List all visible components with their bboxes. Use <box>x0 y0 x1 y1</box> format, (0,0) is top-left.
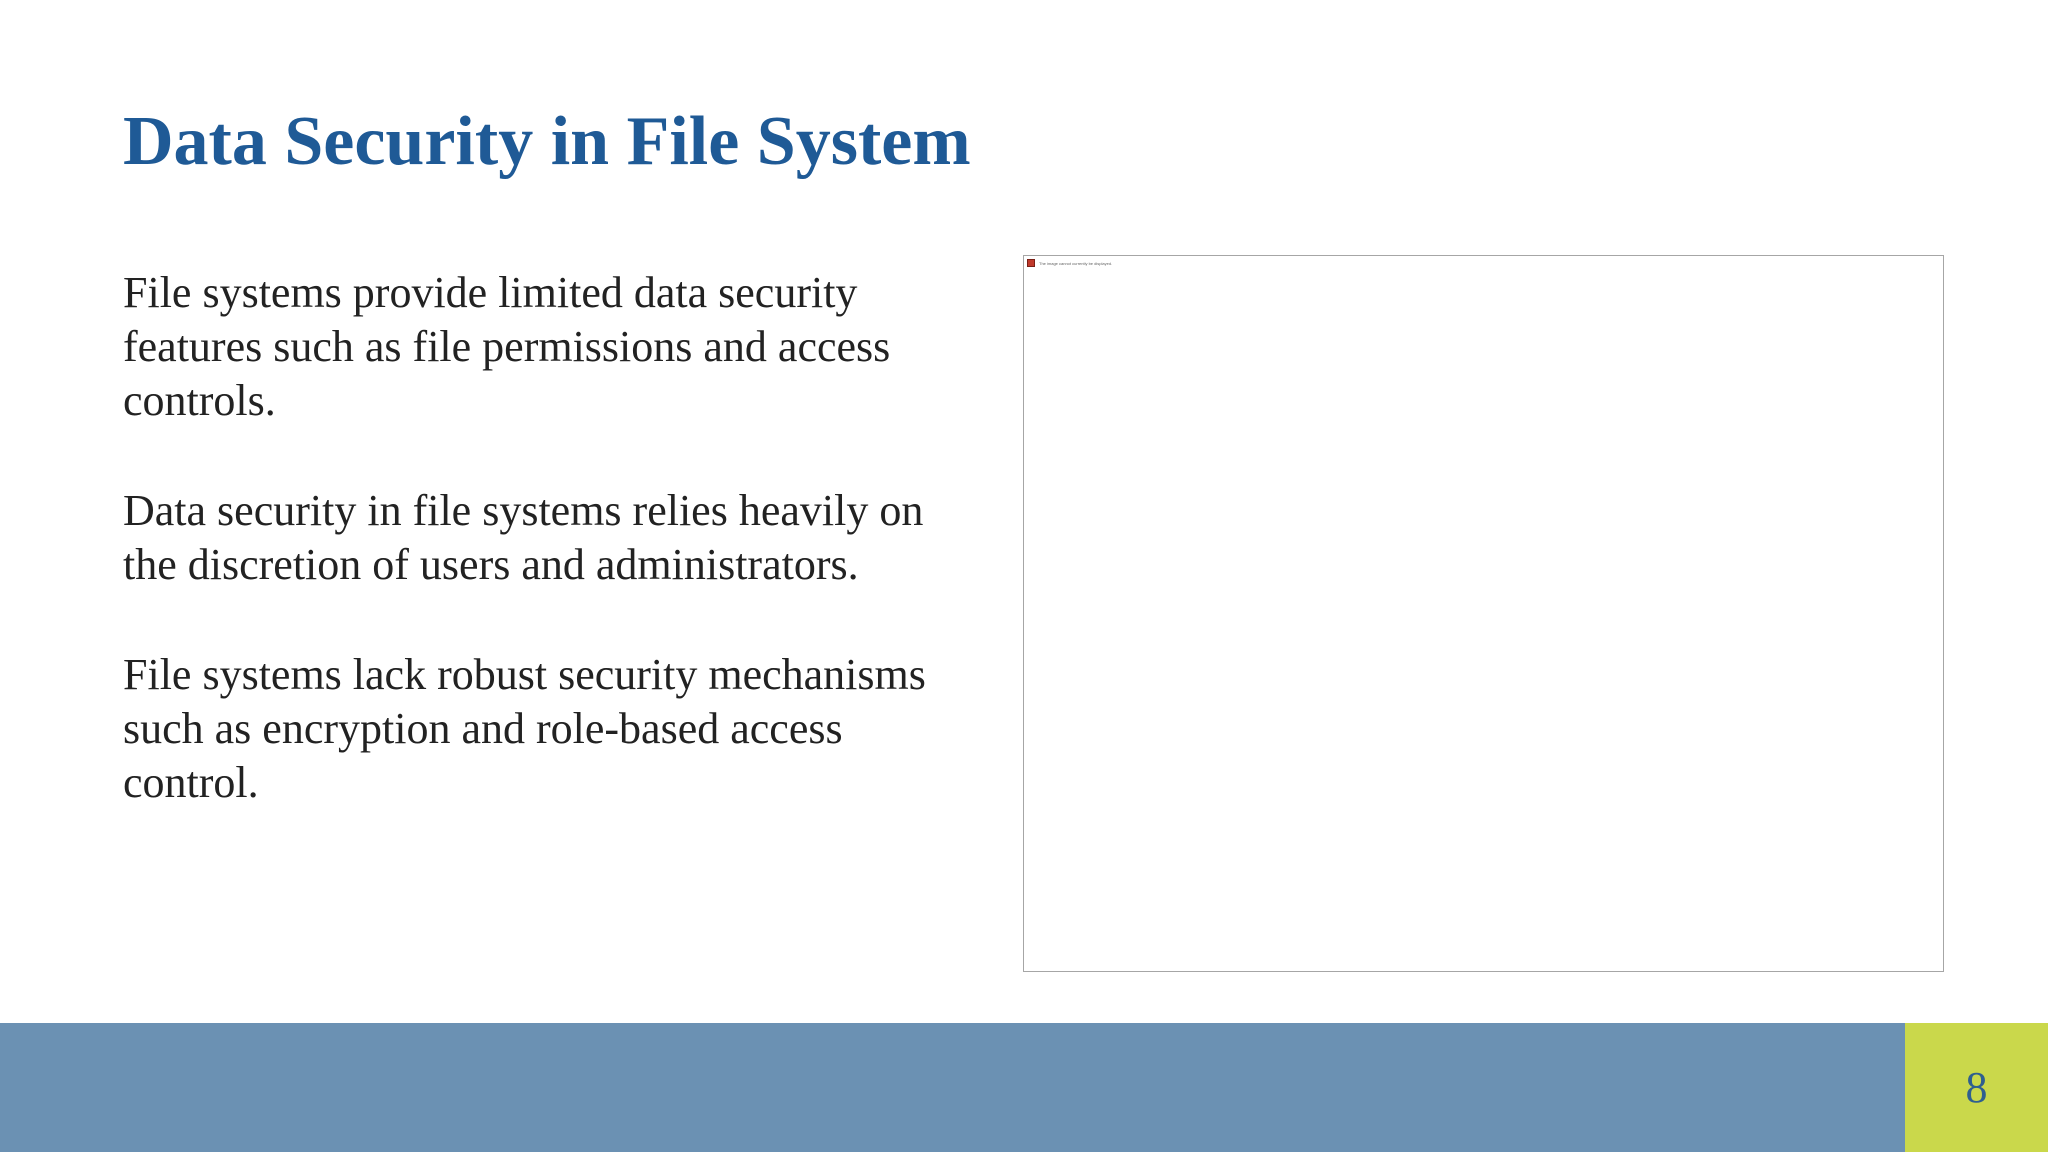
image-placeholder-frame <box>1023 255 1944 972</box>
page-number-box <box>1905 1023 2048 1152</box>
broken-image <box>1027 259 1112 267</box>
slide-title: Data Security in File System <box>123 103 971 180</box>
paragraph-permissions: File systems provide limited data security features such as file permissions and access controls. <box>123 268 891 425</box>
broken-image-icon <box>1027 259 1035 267</box>
paragraph-mechanisms: File systems lack robust security mechanisms such as encryption and role-based access control. <box>123 650 926 807</box>
slide-body <box>123 266 983 866</box>
broken-image-message: The image cannot currently be displayed. <box>1039 260 1113 266</box>
footer-bar <box>0 1023 1905 1152</box>
page-number: 8 <box>1965 1063 1988 1112</box>
paragraph-discretion: Data security in file systems relies heavily on the discretion of users and administrators. <box>123 486 924 589</box>
